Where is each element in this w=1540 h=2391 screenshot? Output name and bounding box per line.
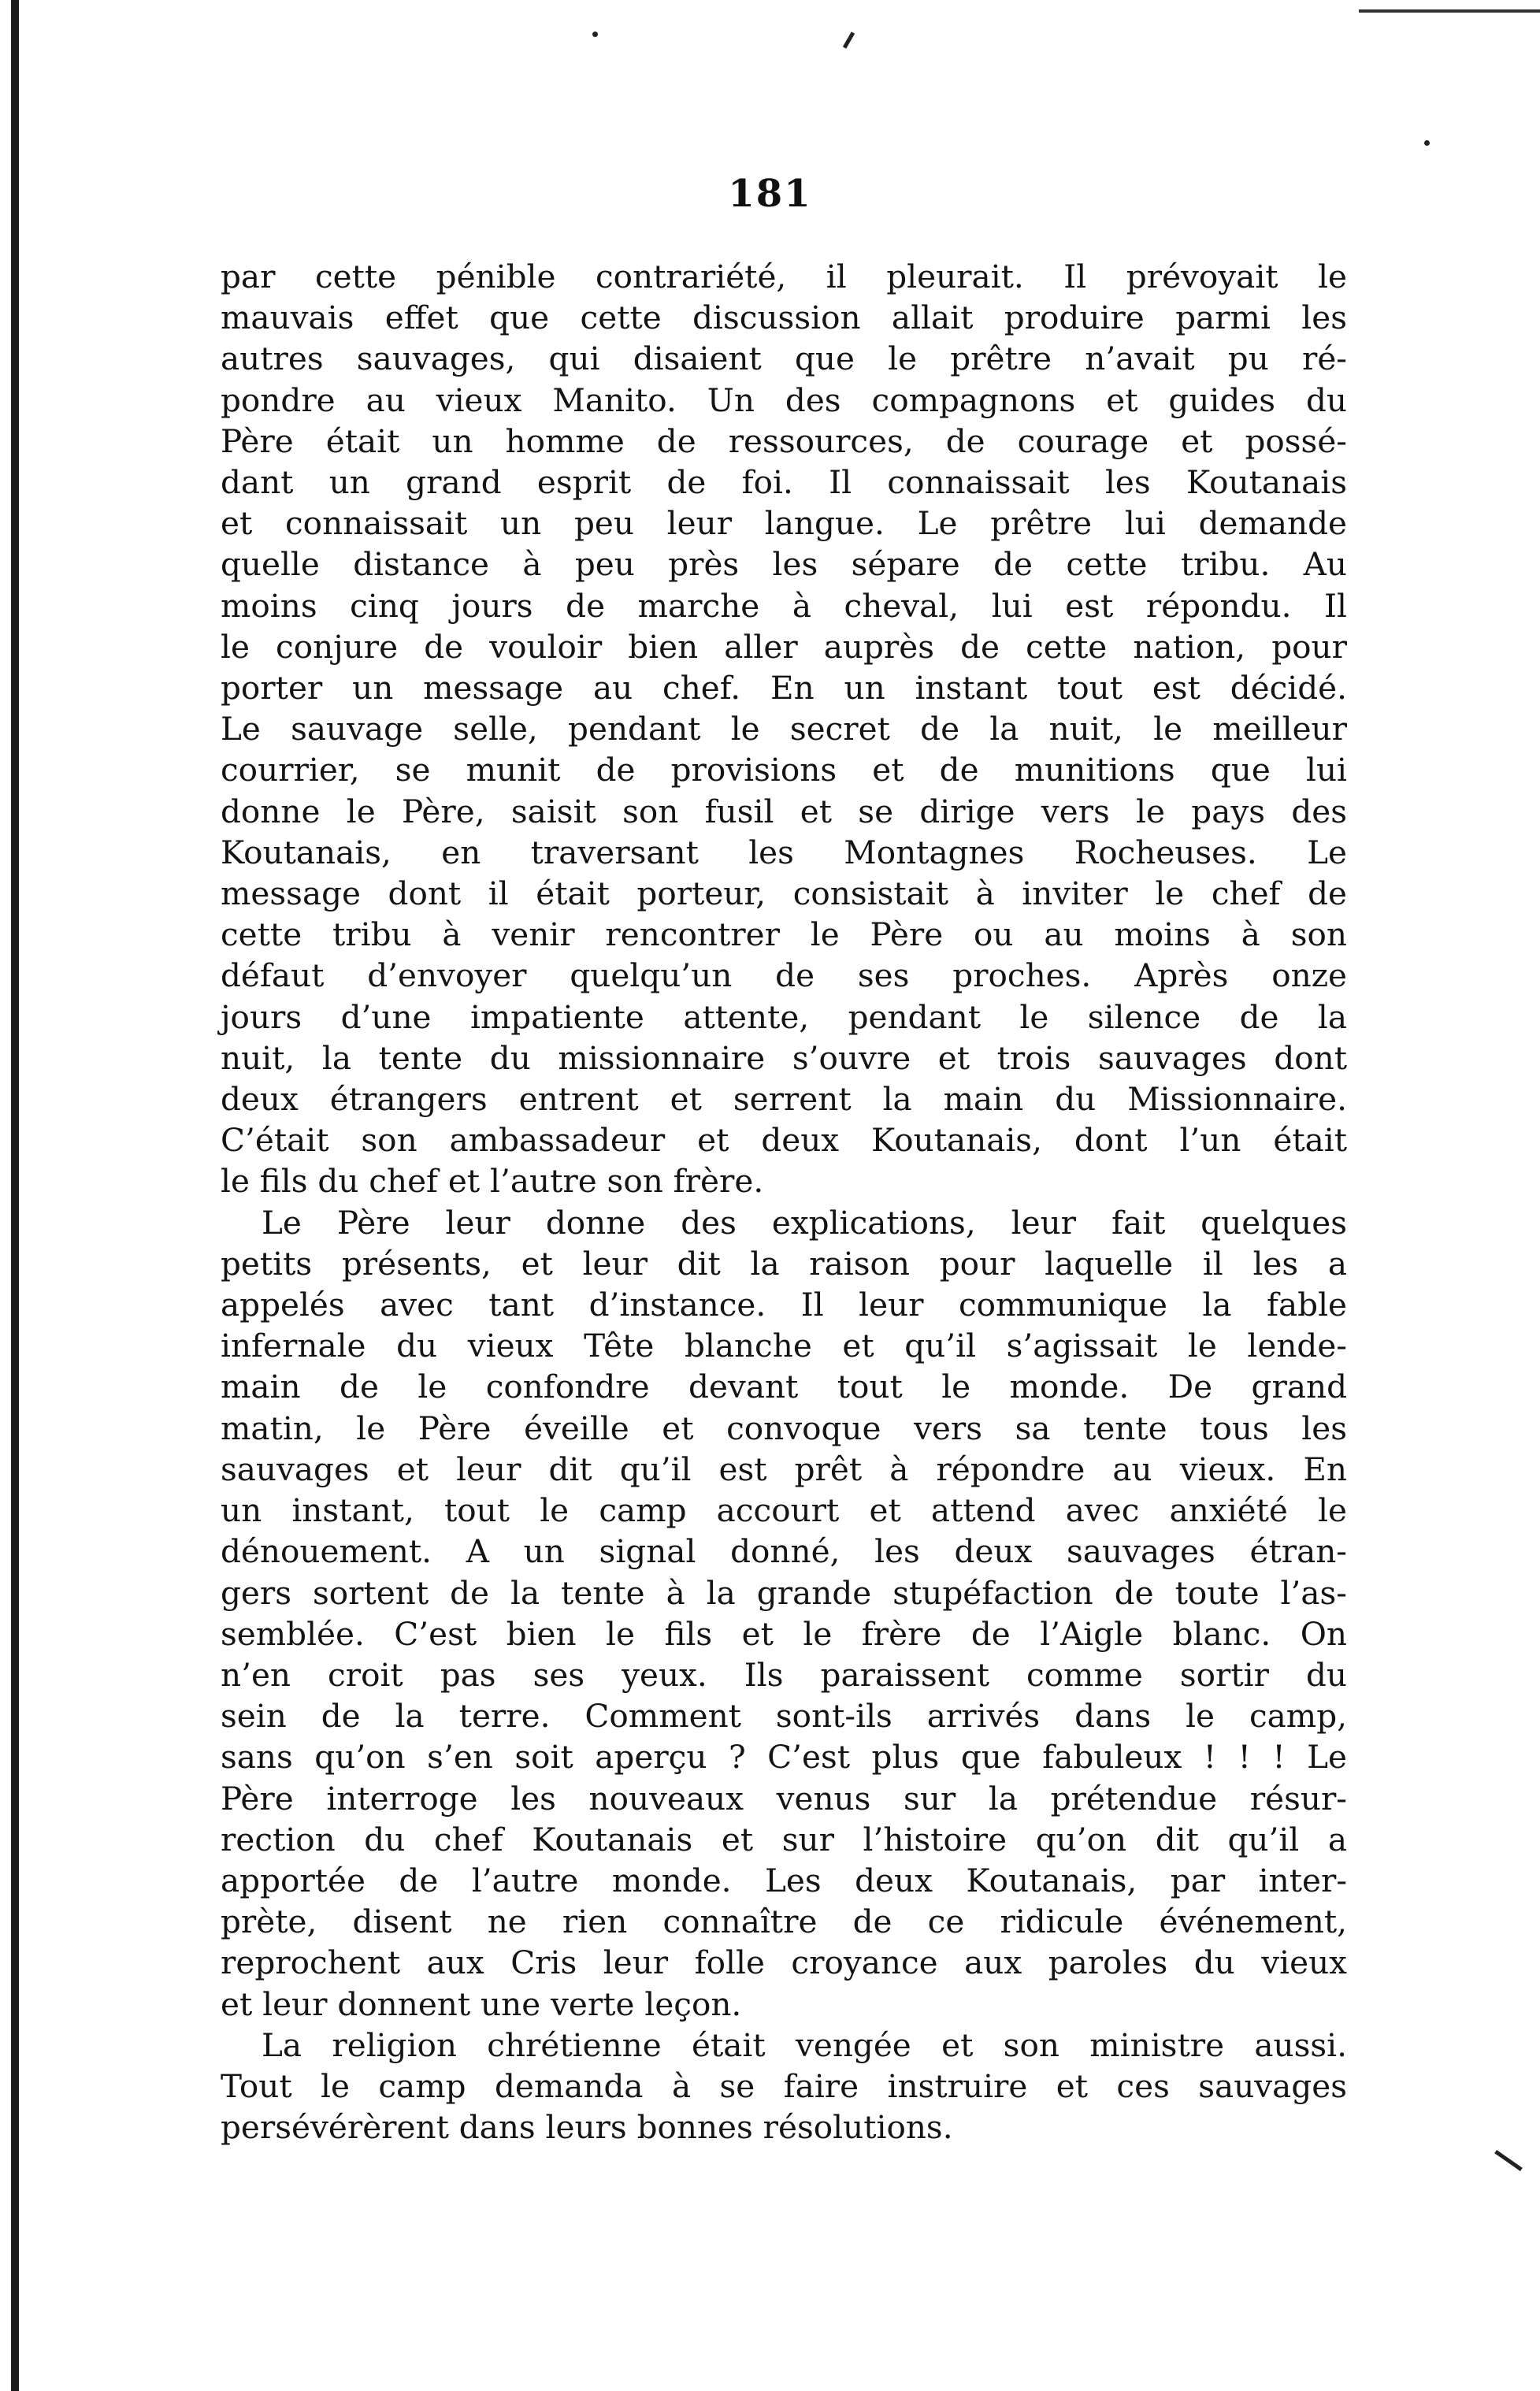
text-line: jours d’une impatiente attente, pendant le silence de la [221, 997, 1347, 1036]
text-line: Père était un homme de ressources, de courage et possé- [221, 421, 1347, 460]
text-line: moins cinq jours de marche à cheval, lui est répondu. Il [221, 586, 1347, 625]
text-line: Koutanais, en traversant les Montagnes Rocheuses. Le [221, 833, 1347, 871]
text-line: défaut d’envoyer quelqu’un de ses proches. Après onze [221, 956, 1347, 995]
text-line: Tout le camp demanda à se faire instruire et ces sauvages [221, 2066, 1347, 2105]
ink-speck [592, 32, 598, 37]
text-line: porter un message au chef. En un instant tout est décidé. [221, 669, 1347, 707]
text-line: quelle distance à peu près les sépare de cette tribu. Au [221, 545, 1347, 584]
paragraph-3 [221, 2025, 1347, 2148]
text-line: Père interroge les nouveaux venus sur la prétendue résur- [221, 1779, 1347, 1817]
text-line: rection du chef Koutanais et sur l’histoire qu’on dit qu’il a [221, 1820, 1347, 1858]
text-line: cette tribu à venir rencontrer le Père ou au moins à son [221, 915, 1347, 954]
text-line: matin, le Père éveille et convoque vers sa tente tous les [221, 1409, 1347, 1447]
page-edge-shadow [11, 0, 19, 2391]
text-line: infernale du vieux Tête blanche et qu’il s’agissait le lende- [221, 1327, 1347, 1365]
text-line: message dont il était porteur, consistait à inviter le chef de [221, 874, 1347, 913]
text-line: donne le Père, saisit son fusil et se dirige vers le pays des [221, 792, 1347, 830]
text-line: le conjure de vouloir bien aller auprès de cette nation, pour [221, 627, 1347, 666]
text-line: et connaissait un peu leur langue. Le prêtre lui demande [221, 504, 1347, 543]
text-line: courrier, se munit de provisions et de munitions que lui [221, 751, 1347, 789]
text-line: gers sortent de la tente à la grande stupéfaction de toute l’as- [221, 1573, 1347, 1612]
body-text [221, 256, 1347, 2148]
text-line: main de le confondre devant tout le monde. De grand [221, 1368, 1347, 1406]
text-line: mauvais effet que cette discussion allait produire parmi les [221, 299, 1347, 337]
text-line: petits présents, et leur dit la raison pour laquelle il les a [221, 1244, 1347, 1283]
text-line: autres sauvages, qui disaient que le prêtre n’avait pu ré- [221, 340, 1347, 378]
text-line: appelés avec tant d’instance. Il leur communique la fable [221, 1286, 1347, 1324]
text-line: C’était son ambassadeur et deux Koutanais, dont l’un était [221, 1121, 1347, 1160]
ink-mark [843, 32, 855, 49]
text-line: et leur donnent une verte leçon. [221, 1984, 742, 2023]
text-line: n’en croit pas ses yeux. Ils paraissent comme sortir du [221, 1655, 1347, 1694]
text-line: un instant, tout le camp accourt et attend avec anxiété le [221, 1491, 1347, 1530]
text-line: Le sauvage selle, pendant le secret de la nuit, le meilleur [221, 710, 1347, 748]
ink-speck [1424, 140, 1430, 146]
top-edge-rule [1359, 9, 1540, 13]
text-line: sauvages et leur dit qu’il est prêt à répondre au vieux. En [221, 1450, 1347, 1488]
page-number: 181 [728, 172, 812, 216]
text-line: Le Père leur donne des explications, leur fait quelques [262, 1203, 1347, 1242]
ink-mark [1494, 2150, 1523, 2171]
text-line: persévérèrent dans leurs bonnes résolutions. [221, 2108, 953, 2147]
paragraph-1 [221, 256, 1347, 1202]
text-line: sein de la terre. Comment sont-ils arrivés dans le camp, [221, 1697, 1347, 1736]
text-line: le fils du chef et l’autre son frère. [221, 1162, 764, 1201]
text-line: dant un grand esprit de foi. Il connaissait les Koutanais [221, 463, 1347, 502]
paragraph-2 [221, 1202, 1347, 2025]
text-line: prète, disent ne rien connaître de ce ridicule événement, [221, 1903, 1347, 1941]
text-line: reprochent aux Cris leur folle croyance aux paroles du vieux [221, 1944, 1347, 1982]
text-line: apportée de l’autre monde. Les deux Koutanais, par inter- [221, 1861, 1347, 1899]
text-line: dénouement. A un signal donné, les deux sauvages étran- [221, 1532, 1347, 1571]
text-line: nuit, la tente du missionnaire s’ouvre et trois sauvages dont [221, 1038, 1347, 1077]
text-line: par cette pénible contrariété, il pleurait. Il prévoyait le [221, 258, 1347, 295]
text-line: La religion chrétienne était vengée et son ministre aussi. [262, 2025, 1347, 2064]
text-line: sans qu’on s’en soit aperçu ? C’est plus que fabuleux ! ! ! Le [221, 1738, 1347, 1777]
text-line: pondre au vieux Manito. Un des compagnons et guides du [221, 381, 1347, 419]
text-line: deux étrangers entrent et serrent la main du Missionnaire. [221, 1080, 1347, 1119]
text-line: semblée. C’est bien le fils et le frère de l’Aigle blanc. On [221, 1614, 1347, 1653]
